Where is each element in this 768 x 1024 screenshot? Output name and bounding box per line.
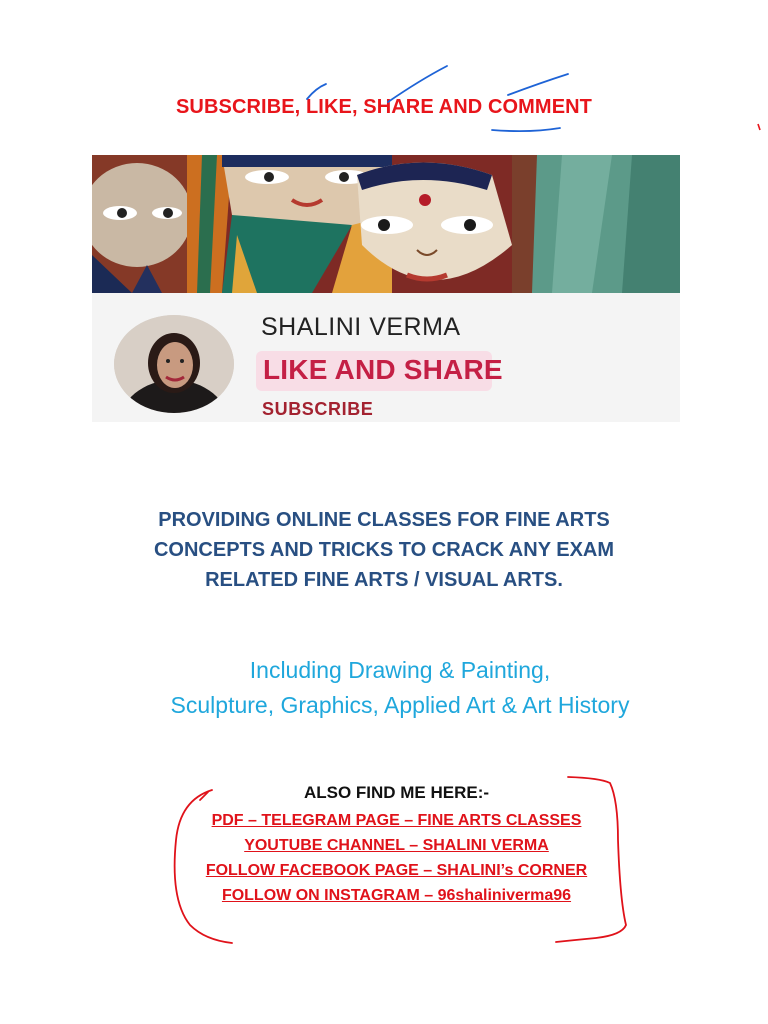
youtube-link[interactable]: YOUTUBE CHANNEL – SHALINI VERMA (244, 837, 549, 854)
channel-name: SHALINI VERMA (261, 313, 461, 341)
handwritten-ink-marks (0, 0, 768, 160)
channel-card (92, 293, 680, 422)
instagram-link[interactable]: FOLLOW ON INSTAGRAM – 96shaliniverma96 (221, 887, 572, 904)
subjects-line: Sculpture, Graphics, Applied Art & Art History (170, 692, 630, 718)
profile-avatar (114, 315, 234, 413)
subscribe-label: SUBSCRIBE (262, 399, 374, 419)
facebook-link[interactable]: FOLLOW FACEBOOK PAGE – SHALINI’s CORNER (205, 862, 588, 879)
header-call-to-action: SUBSCRIBE, LIKE, SHARE AND COMMENT (175, 96, 592, 118)
social-links-list (0, 808, 768, 908)
channel-banner (92, 155, 680, 422)
telegram-link[interactable]: PDF – TELEGRAM PAGE – FINE ARTS CLASSES (211, 812, 582, 829)
banner-painting (92, 155, 680, 293)
intro-line: RELATED FINE ARTS / VISUAL ARTS. (205, 569, 563, 591)
intro-paragraph (0, 505, 768, 595)
like-and-share-label: LIKE AND SHARE (263, 354, 503, 385)
subjects-line: Including Drawing & Painting, (249, 657, 551, 683)
intro-line: PROVIDING ONLINE CLASSES FOR FINE ARTS (158, 509, 610, 531)
subjects-paragraph (0, 653, 768, 723)
find-me-heading: ALSO FIND ME HERE:- (303, 783, 490, 802)
intro-line: CONCEPTS AND TRICKS TO CRACK ANY EXAM (153, 539, 615, 561)
